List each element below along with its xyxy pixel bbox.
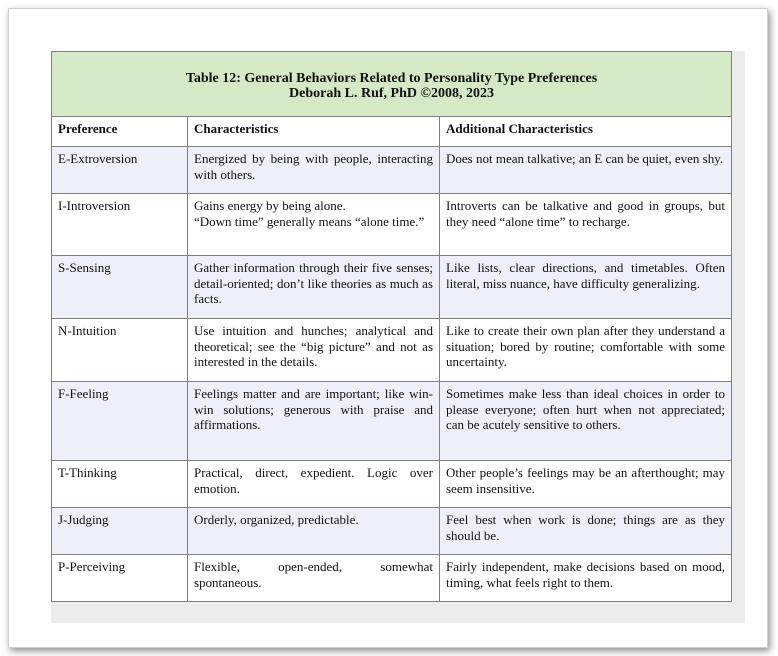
table-row-judging [52,508,732,555]
characteristics-cell: Use intuition and hunches; analytical and theoretical; see the “big picture” and not as interested in the details. [188,319,440,382]
table-title: Table 12: General Behaviors Related to Personality Type Preferences [185,70,598,86]
table-subtitle: Deborah L. Ruf, PhD ©2008, 2023 [289,86,494,101]
table-title-cell [52,52,732,117]
column-header-additional: Additional Characteristics [440,117,732,147]
preference-cell: F-Feeling [52,382,188,461]
preference-cell: T-Thinking [52,461,188,508]
additional-cell: Fairly independent, make decisions based on mood, timing, what feels right to them. [440,555,732,602]
preference-cell: J-Judging [52,508,188,555]
characteristics-cell: Feelings matter and are important; like win-win solutions; generous with praise and affirmations. [188,382,440,461]
characteristics-cell: Orderly, organized, predictable. [188,508,440,555]
characteristics-cell: Flexible, open-ended, somewhat spontaneous. [188,555,440,602]
table-container [51,51,745,623]
preference-cell: S-Sensing [52,256,188,319]
personality-table [51,51,732,602]
table-header-row [52,117,732,147]
table-row-feeling [52,382,732,461]
additional-cell: Other people’s feelings may be an afterthought; may seem insensitive. [440,461,732,508]
column-header-characteristics: Characteristics [188,117,440,147]
additional-cell: Introverts can be talkative and good in groups, but they need “alone time” to recharge. [440,194,732,256]
table-row-thinking [52,461,732,508]
table-row-perceiving [52,555,732,602]
table-row-introversion [52,194,732,256]
additional-cell: Feel best when work is done; things are as they should be. [440,508,732,555]
characteristics-cell [188,194,440,256]
table-row-extroversion [52,147,732,194]
preference-cell: P-Perceiving [52,555,188,602]
characteristics-cell: Practical, direct, expedient. Logic over emotion. [188,461,440,508]
preference-cell: I-Introversion [52,194,188,256]
additional-cell: Like lists, clear directions, and timetables. Often literal, miss nuance, have difficulty generalizing. [440,256,732,319]
additional-cell: Does not mean talkative; an E can be quiet, even shy. [440,147,732,194]
characteristics-cell: Gather information through their five senses; detail-oriented; don’t like theories as much as facts. [188,256,440,319]
page-frame [8,8,768,648]
additional-cell: Sometimes make less than ideal choices in order to please everyone; often hurt when not appreciated; can be acutely sensitive to others. [440,382,732,461]
table-row-intuition [52,319,732,382]
characteristics-line: “Down time” generally means “alone time.” [194,213,425,229]
characteristics-line: Gains energy by being alone. [194,198,346,213]
table-title-row [52,52,732,117]
additional-cell: Like to create their own plan after they understand a situation; bored by routine; comfortable with some uncertainty. [440,319,732,382]
table-row-sensing [52,256,732,319]
preference-cell: N-Intuition [52,319,188,382]
preference-cell: E-Extroversion [52,147,188,194]
column-header-preference: Preference [52,117,188,147]
characteristics-cell: Energized by being with people, interacting with others. [188,147,440,194]
